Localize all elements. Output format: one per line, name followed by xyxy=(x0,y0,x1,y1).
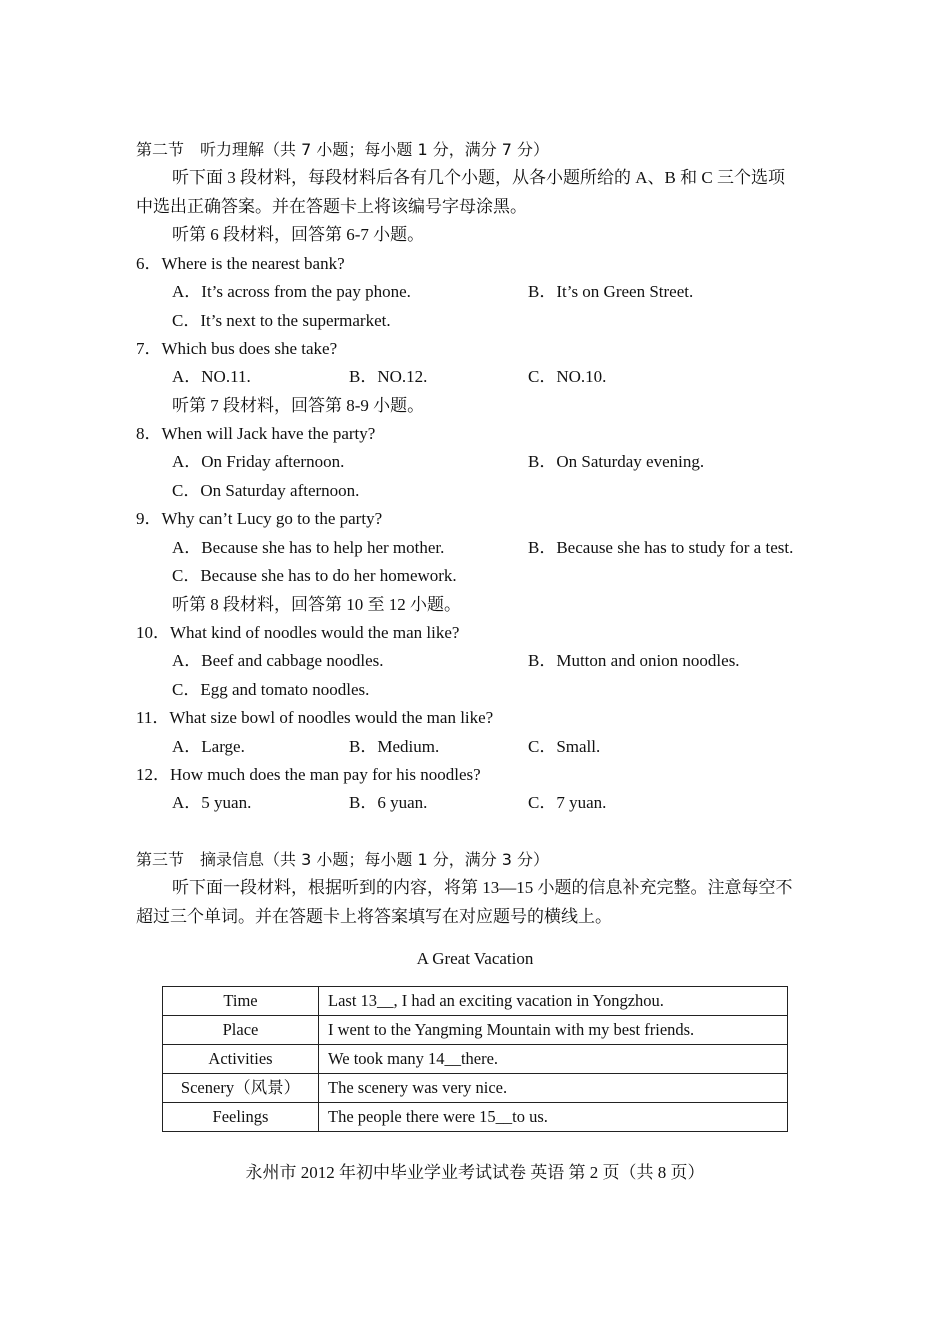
q9-option-b: B．Because she has to study for a test. xyxy=(528,538,794,557)
row-label-time: Time xyxy=(163,987,319,1016)
section3-heading: 第三节 摘录信息（共 3 小题；每小题 1 分，满分 3 分） xyxy=(136,850,550,869)
q9-stem: 9．Why can’t Lucy go to the party? xyxy=(136,509,383,528)
row-label-feelings: Feelings xyxy=(163,1103,319,1132)
vacation-table xyxy=(162,986,788,1132)
q9-option-a: A．Because she has to help her mother. xyxy=(172,538,445,557)
q6-option-c: C．It’s next to the supermarket. xyxy=(172,311,391,330)
page-footer: 永州市 2012 年初中毕业学业考试试卷 英语 第 2 页（共 8 页） xyxy=(245,1163,705,1182)
q11-stem: 11．What size bowl of noodles would the man like? xyxy=(136,708,494,727)
q11-option-a: A．Large. xyxy=(172,737,245,756)
row-value-feelings: The people there were 15__to us. xyxy=(319,1103,788,1132)
passage6-instruction: 听第 6 段材料，回答第 6-7 小题。 xyxy=(172,225,425,244)
q7-option-b: B．NO.12. xyxy=(349,367,428,386)
section2-heading: 第二节 听力理解（共 7 小题；每小题 1 分，满分 7 分） xyxy=(136,140,550,159)
section3-instruction-line1: 听下面一段材料，根据听到的内容，将第 13—15 小题的信息补充完整。注意每空不 xyxy=(172,878,793,897)
table-row xyxy=(163,1103,788,1132)
table-title: A Great Vacation xyxy=(416,949,534,968)
q8-option-a: A．On Friday afternoon. xyxy=(172,452,345,471)
row-label-place: Place xyxy=(163,1016,319,1045)
row-value-time: Last 13__, I had an exciting vacation in Yongzhou. xyxy=(319,987,788,1016)
row-value-place: I went to the Yangming Mountain with my best friends. xyxy=(319,1016,788,1045)
q10-option-a: A．Beef and cabbage noodles. xyxy=(172,651,384,670)
table-row xyxy=(163,1074,788,1103)
passage7-instruction: 听第 7 段材料，回答第 8-9 小题。 xyxy=(172,396,425,415)
row-value-activities: We took many 14__there. xyxy=(319,1045,788,1074)
q12-option-b: B．6 yuan. xyxy=(349,793,428,812)
table-row xyxy=(163,1016,788,1045)
q12-stem: 12．How much does the man pay for his noodles? xyxy=(136,765,481,784)
q10-option-b: B．Mutton and onion noodles. xyxy=(528,651,740,670)
section3-instruction-line2: 超过三个单词。并在答题卡上将答案填写在对应题号的横线上。 xyxy=(136,907,612,926)
q8-option-c: C．On Saturday afternoon. xyxy=(172,481,360,500)
q8-option-b: B．On Saturday evening. xyxy=(528,452,705,471)
section2-instruction-line2: 中选出正确答案。并在答题卡上将该编号字母涂黑。 xyxy=(136,197,527,216)
q9-option-c: C．Because she has to do her homework. xyxy=(172,566,457,585)
table-row xyxy=(163,987,788,1016)
table-row xyxy=(163,1045,788,1074)
row-value-scenery: The scenery was very nice. xyxy=(319,1074,788,1103)
q12-option-c: C．7 yuan. xyxy=(528,793,607,812)
q6-option-b: B．It’s on Green Street. xyxy=(528,282,694,301)
q10-stem: 10．What kind of noodles would the man like? xyxy=(136,623,460,642)
q8-stem: 8．When will Jack have the party? xyxy=(136,424,376,443)
q6-stem: 6．Where is the nearest bank? xyxy=(136,254,345,273)
q12-option-a: A．5 yuan. xyxy=(172,793,252,812)
q10-option-c: C．Egg and tomato noodles. xyxy=(172,680,370,699)
section2-instruction-line1: 听下面 3 段材料，每段材料后各有几个小题，从各小题所给的 A、B 和 C 三个选项 xyxy=(172,168,785,187)
q6-option-a: A．It’s across from the pay phone. xyxy=(172,282,411,301)
q7-stem: 7．Which bus does she take? xyxy=(136,339,338,358)
q7-option-c: C．NO.10. xyxy=(528,367,607,386)
q11-option-c: C．Small. xyxy=(528,737,601,756)
q11-option-b: B．Medium. xyxy=(349,737,440,756)
passage8-instruction: 听第 8 段材料，回答第 10 至 12 小题。 xyxy=(172,595,461,614)
q7-option-a: A．NO.11. xyxy=(172,367,251,386)
row-label-activities: Activities xyxy=(163,1045,319,1074)
row-label-scenery: Scenery（风景） xyxy=(163,1074,319,1103)
